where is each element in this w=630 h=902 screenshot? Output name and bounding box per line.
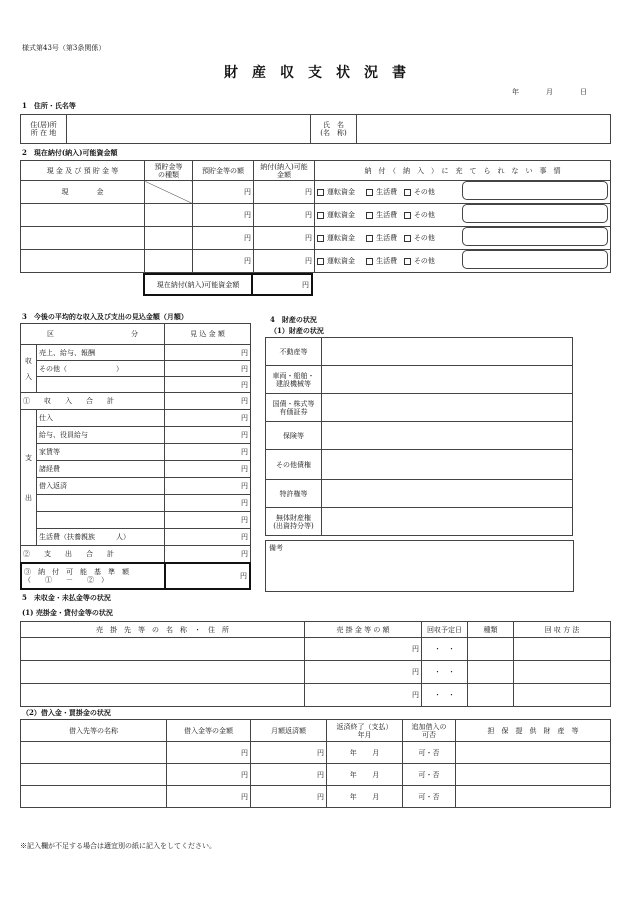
expense-row-label: 生活費（扶養親族 人） — [37, 529, 165, 546]
method-cell[interactable] — [514, 684, 611, 707]
name-field[interactable] — [357, 115, 611, 144]
expense-row-label[interactable] — [37, 495, 165, 512]
page-title: 財 産 収 支 状 況 書 — [224, 65, 406, 81]
collateral-cell[interactable] — [456, 742, 611, 764]
header-estimate: 見 込 金 額 — [165, 324, 251, 345]
diagonal-cell — [145, 181, 193, 204]
asset-value[interactable] — [322, 394, 573, 422]
section5-heading: 5 未収金・未払金等の状況 — [22, 593, 111, 602]
asset-value[interactable] — [322, 422, 573, 450]
asset-label: 保険等 — [266, 422, 322, 450]
debtor-name-cell[interactable] — [21, 638, 305, 661]
expense-yen[interactable]: 円 — [165, 444, 251, 461]
receivable-row — [21, 684, 611, 707]
income-row-label: 売上、給与、報酬 — [37, 345, 165, 361]
collection-date[interactable]: ・ ・ — [422, 638, 468, 661]
expense-row-label[interactable] — [37, 512, 165, 529]
amount-yen[interactable]: 円 — [193, 227, 254, 250]
header-collateral: 担 保 提 供 財 産 等 — [456, 720, 611, 742]
collateral-cell[interactable] — [456, 786, 611, 808]
payable-yen[interactable]: 円 — [254, 181, 315, 204]
payable-yen[interactable]: 円 — [254, 227, 315, 250]
base-amount-yen[interactable]: 円 — [165, 563, 250, 589]
income-row-label[interactable] — [37, 377, 165, 393]
end-date[interactable]: 年 月 — [327, 742, 403, 764]
header-cash: 現 金 及 び 預 貯 金 等 — [21, 161, 145, 181]
section3-heading: 3 今後の平均的な収入及び支出の見込金額（月額） — [22, 312, 188, 321]
method-cell[interactable] — [514, 638, 611, 661]
lender-cell[interactable] — [21, 786, 167, 808]
expense-total-yen[interactable]: 円 — [165, 546, 251, 563]
checkbox-living[interactable] — [366, 212, 373, 219]
checkbox-operating[interactable] — [317, 189, 324, 196]
loan-row — [21, 786, 611, 808]
expense-row-label: 借入返済 — [37, 478, 165, 495]
monthly-yen[interactable]: 円 — [251, 742, 327, 764]
type-cell[interactable] — [468, 638, 514, 661]
header-repayment-end: 返済終了（支払） 年月 — [327, 720, 403, 742]
address-table — [20, 114, 611, 144]
debtor-name-cell[interactable] — [21, 684, 305, 707]
income-yen[interactable]: 円 — [165, 345, 251, 361]
asset-label: 国債・株式等 有価証券 — [266, 394, 322, 422]
payable-yen[interactable]: 円 — [254, 204, 315, 227]
income-yen[interactable]: 円 — [165, 361, 251, 377]
asset-value[interactable] — [322, 480, 573, 508]
amount-yen[interactable]: 円 — [193, 250, 254, 273]
cash-cell[interactable] — [21, 227, 145, 250]
cash-label: 現 金 — [21, 181, 145, 204]
method-cell[interactable] — [514, 661, 611, 684]
header-loan-amount: 借入金等の金額 — [167, 720, 251, 742]
header-amount: 預貯金等の額 — [193, 161, 254, 181]
checkbox-living[interactable] — [366, 235, 373, 242]
income-row-label: その他（ ） — [37, 361, 165, 377]
header-debtor-name: 売 掛 先 等 の 名 称 ・ 住 所 — [21, 622, 305, 638]
reason-bracket[interactable] — [462, 204, 608, 223]
additional-loan-ok-ng[interactable]: 可・否 — [403, 742, 456, 764]
asset-value[interactable] — [322, 366, 573, 394]
checkbox-living[interactable] — [366, 189, 373, 196]
expense-row-label: 給与、役員給与 — [37, 427, 165, 444]
date-day: 日 — [580, 88, 587, 96]
loan-row — [21, 764, 611, 786]
expense-label: 支 出 — [21, 410, 37, 546]
reason-bracket[interactable] — [462, 181, 608, 200]
type-cell[interactable] — [468, 661, 514, 684]
expense-yen[interactable]: 円 — [165, 529, 251, 546]
expense-total-label: ② 支 出 合 計 — [21, 546, 165, 563]
header-deposit-type: 預貯金等 の種類 — [145, 161, 193, 181]
checkbox-operating[interactable] — [317, 235, 324, 242]
header-collection-date: 回収予定日 — [422, 622, 468, 638]
total-yen[interactable]: 円 — [252, 274, 312, 295]
checkbox-living[interactable] — [366, 258, 373, 265]
header-payable: 納付(納入)可能 金額 — [254, 161, 315, 181]
form-number: 様式第43号（第3条関係） — [22, 44, 106, 52]
lender-cell[interactable] — [21, 742, 167, 764]
section1-heading: 1 住所・氏名等 — [22, 101, 76, 110]
asset-label: 車両・船舶・ 建設機械等 — [266, 366, 322, 394]
asset-label: 不動産等 — [266, 338, 322, 366]
reason-cell: 運転資金 生活費 その他 — [315, 204, 611, 227]
asset-label: 無体財産権 (出資持分等) — [266, 508, 322, 536]
cash-cell[interactable] — [21, 204, 145, 227]
collection-date[interactable]: ・ ・ — [422, 684, 468, 707]
debtor-name-cell[interactable] — [21, 661, 305, 684]
checkbox-other[interactable] — [404, 189, 411, 196]
asset-value[interactable] — [322, 508, 573, 536]
checkbox-other[interactable] — [404, 258, 411, 265]
asset-value[interactable] — [322, 338, 573, 366]
expense-row-label: 仕入 — [37, 410, 165, 427]
type-cell[interactable] — [468, 684, 514, 707]
expense-row-label: 家賃等 — [37, 444, 165, 461]
header-additional-loan: 追加借入の 可否 — [403, 720, 456, 742]
income-total-label: ① 収 入 合 計 — [21, 393, 165, 410]
address-label: 住(居)所 所 在 地 — [21, 115, 67, 144]
date-month: 月 — [546, 88, 553, 96]
date-year: 年 — [512, 88, 519, 96]
section4-subheading: （1）財産の状況 — [270, 326, 324, 335]
monthly-yen[interactable]: 円 — [251, 786, 327, 808]
loans-table — [20, 719, 611, 808]
receivable-row — [21, 661, 611, 684]
assets-table — [265, 337, 573, 536]
reason-bracket[interactable] — [462, 227, 608, 246]
header-type: 種類 — [468, 622, 514, 638]
receivable-yen[interactable]: 円 — [305, 661, 422, 684]
header-monthly-repayment: 月額返済額 — [251, 720, 327, 742]
expense-row-label: 諸経費 — [37, 461, 165, 478]
reason-cell: 運転資金 生活費 その他 — [315, 181, 611, 204]
end-date[interactable]: 年 月 — [327, 764, 403, 786]
section5-sub2: （2）借入金・買掛金の状況 — [22, 708, 111, 717]
receivable-yen[interactable]: 円 — [305, 684, 422, 707]
asset-label: 特許権等 — [266, 480, 322, 508]
loan-yen[interactable]: 円 — [167, 742, 251, 764]
footnote: ※記入欄が不足する場合は適宜別の紙に記入をしてください。 — [20, 842, 216, 850]
header-lender: 借入先等の名称 — [21, 720, 167, 742]
asset-value[interactable] — [322, 450, 573, 480]
reason-cell: 運転資金 生活費 その他 — [315, 250, 611, 273]
loan-row — [21, 742, 611, 764]
address-field[interactable] — [67, 115, 311, 144]
expense-yen[interactable]: 円 — [165, 461, 251, 478]
header-reason: 納 付 （ 納 入 ） に 充 て ら れ な い 事 情 — [315, 161, 611, 181]
collateral-cell[interactable] — [456, 764, 611, 786]
checkbox-other[interactable] — [404, 235, 411, 242]
reason-bracket[interactable] — [462, 250, 608, 269]
lender-cell[interactable] — [21, 764, 167, 786]
remarks-label: 備考 — [269, 544, 283, 552]
income-label: 収 入 — [21, 345, 37, 393]
payable-yen[interactable]: 円 — [254, 250, 315, 273]
receivable-yen[interactable]: 円 — [305, 638, 422, 661]
type-cell[interactable] — [145, 250, 193, 273]
section5-sub1: (1) 売掛金・貸付金等の状況 — [22, 608, 113, 617]
cash-cell[interactable] — [21, 250, 145, 273]
receivables-table — [20, 621, 611, 707]
type-cell[interactable] — [145, 204, 193, 227]
header-receivable-amount: 売 掛 金 等 の 額 — [305, 622, 422, 638]
remarks-box[interactable] — [265, 540, 574, 592]
header-category: 区 分 — [21, 324, 165, 345]
section2-heading: 2 現在納付(納入)可能資金額 — [22, 148, 118, 157]
type-cell[interactable] — [145, 227, 193, 250]
total-funds — [143, 273, 313, 296]
receivable-row — [21, 638, 611, 661]
reason-cell: 運転資金 生活費 その他 — [315, 227, 611, 250]
checkbox-operating[interactable] — [317, 212, 324, 219]
header-collection-method: 回 収 方 法 — [514, 622, 611, 638]
income-yen[interactable]: 円 — [165, 377, 251, 393]
additional-loan-ok-ng[interactable]: 可・否 — [403, 764, 456, 786]
base-amount-label: ③ 納 付 可 能 基 準 額 （ ① － ② ） — [21, 563, 165, 589]
checkbox-other[interactable] — [404, 212, 411, 219]
monthly-yen[interactable]: 円 — [251, 764, 327, 786]
loan-yen[interactable]: 円 — [167, 786, 251, 808]
expense-yen[interactable]: 円 — [165, 478, 251, 495]
amount-yen[interactable]: 円 — [193, 204, 254, 227]
expense-yen[interactable]: 円 — [165, 512, 251, 529]
total-label: 現在納付(納入)可能資金額 — [144, 274, 252, 295]
collection-date[interactable]: ・ ・ — [422, 661, 468, 684]
expense-yen[interactable]: 円 — [165, 427, 251, 444]
income-total-yen[interactable]: 円 — [165, 393, 251, 410]
section4-heading: 4 財産の状況 — [270, 315, 317, 324]
loan-yen[interactable]: 円 — [167, 764, 251, 786]
asset-label: その他債権 — [266, 450, 322, 480]
expense-yen[interactable]: 円 — [165, 495, 251, 512]
expense-yen[interactable]: 円 — [165, 410, 251, 427]
end-date[interactable]: 年 月 — [327, 786, 403, 808]
base-amount-table — [20, 562, 251, 590]
amount-yen[interactable]: 円 — [193, 181, 254, 204]
additional-loan-ok-ng[interactable]: 可・否 — [403, 786, 456, 808]
name-label: 氏 名 (名 称) — [311, 115, 357, 144]
income-expense-table — [20, 323, 251, 563]
checkbox-operating[interactable] — [317, 258, 324, 265]
